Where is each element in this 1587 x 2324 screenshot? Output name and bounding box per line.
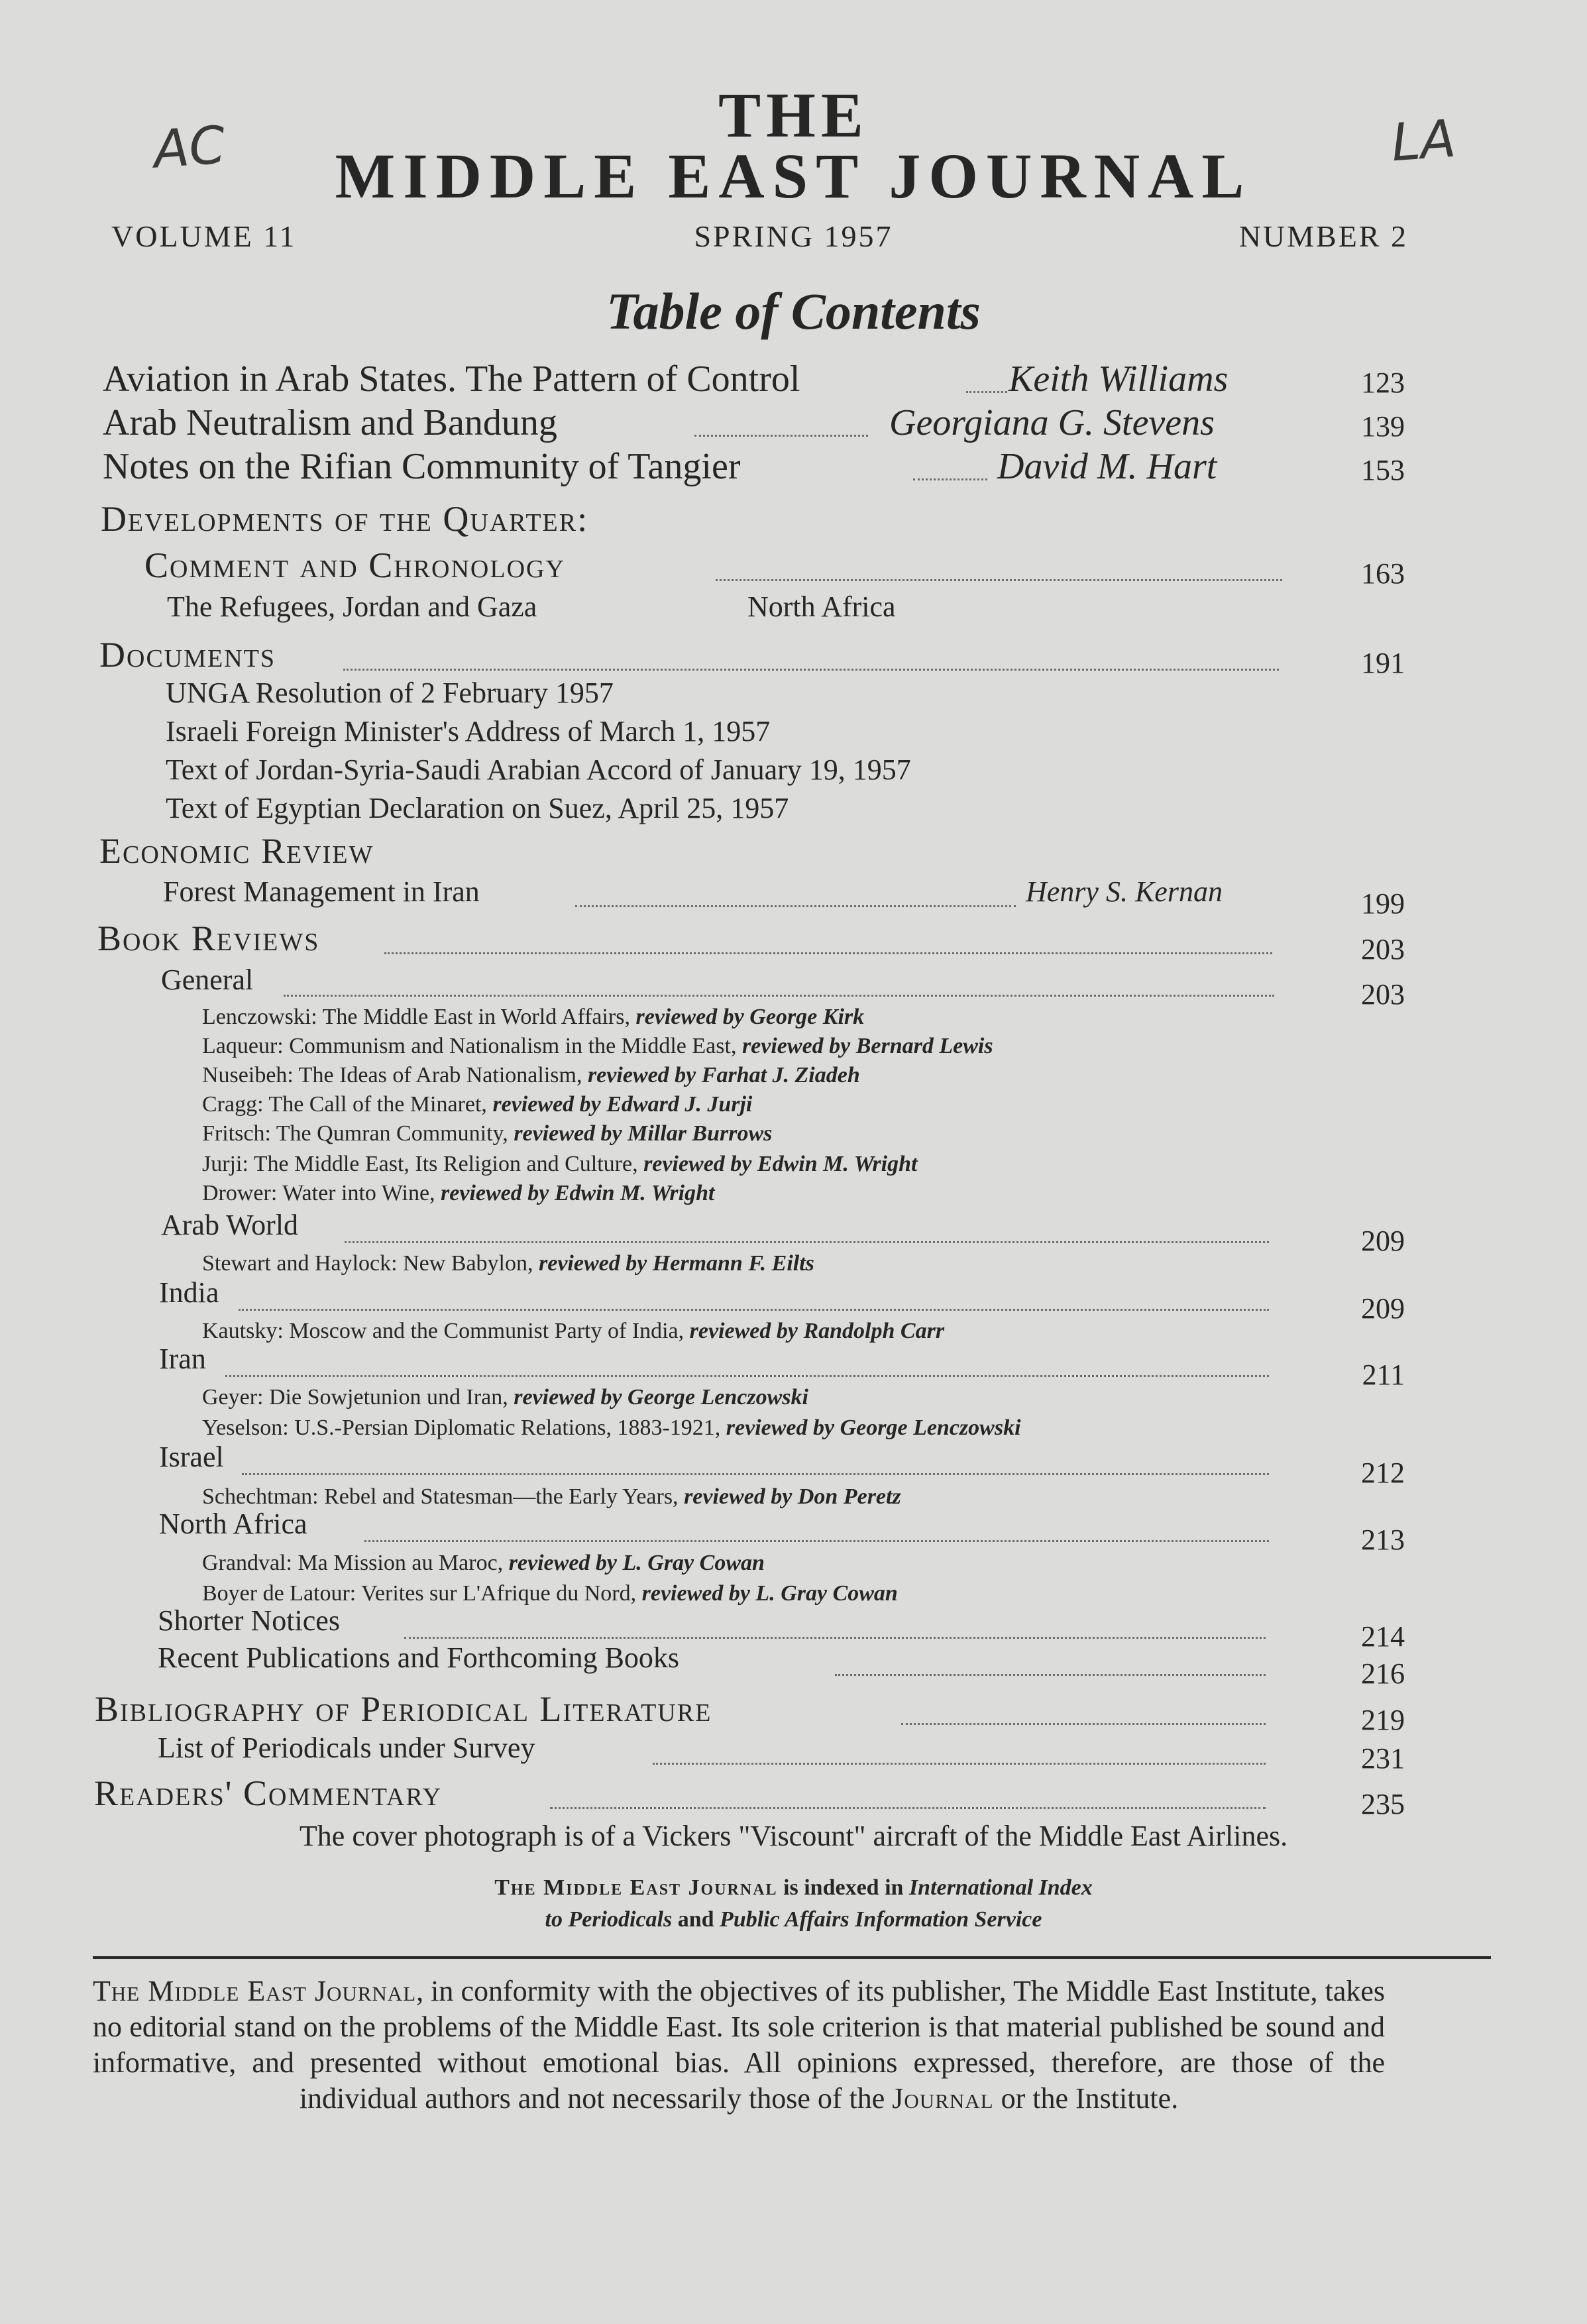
article-author: David M. Hart (997, 446, 1217, 487)
page-number: 163 (1361, 557, 1405, 590)
dot-leader (575, 905, 1016, 907)
toc-title: Table of Contents (606, 282, 981, 340)
cover-photo-note: The cover photograph is of a Vickers "Viscount" aircraft of the Middle East Airlines. (299, 1820, 1288, 1852)
page-number: 153 (1361, 454, 1405, 486)
page-number: 209 (1361, 1225, 1405, 1257)
indexing-note-line-2: to Periodicals and Public Affairs Information Service (545, 1907, 1042, 1932)
category-label: Arab World (161, 1209, 299, 1241)
review-line: Stewart and Haylock: New Babylon, reviewed by Hermann F. Eilts (202, 1251, 814, 1276)
page-number: 199 (1361, 887, 1405, 920)
dot-leader (239, 1309, 1269, 1311)
book-reviews-north-africa (0, 1507, 1587, 1556)
category-label: General (161, 964, 254, 996)
number-label: NUMBER 2 (1238, 219, 1408, 253)
dot-leader (913, 478, 987, 480)
section-heading: Developments of the Quarter: (101, 499, 589, 539)
review-line: Drower: Water into Wine, reviewed by Edwin M. Wright (202, 1181, 715, 1205)
review-line: Lenczowski: The Middle East in World Affairs, reviewed by George Kirk (202, 1005, 865, 1029)
page-number: 191 (1361, 647, 1405, 679)
indexing-note-line-1: The Middle East Journal is indexed in International Index (494, 1875, 1093, 1900)
dot-leader (835, 1674, 1266, 1676)
book-reviews-arab-world (0, 1208, 1587, 1257)
section-heading: Bibliography of Periodical Literature (95, 1689, 712, 1729)
review-line: Kautsky: Moscow and the Communist Party of India, reviewed by Randolph Carr (202, 1319, 945, 1343)
section-heading: Readers' Commentary (94, 1773, 443, 1813)
dot-leader (901, 1723, 1266, 1725)
book-reviews-general (0, 963, 1587, 1011)
masthead-the: THE (718, 80, 869, 150)
article-title: Forest Management in Iran (163, 875, 480, 908)
document-item (0, 753, 1587, 794)
article-author: Keith Williams (1009, 359, 1229, 400)
section-economic-review (0, 830, 1587, 871)
review-line: Cragg: The Call of the Minaret, reviewed by Edward J. Jurji (202, 1092, 753, 1117)
book-reviews-recent-publications (0, 1641, 1587, 1690)
section-heading: Documents (99, 635, 276, 675)
review-line: Laqueur: Communism and Nationalism in the Middle East, reviewed by Bernard Lewis (202, 1034, 993, 1058)
category-label: Israel (159, 1441, 224, 1473)
editorial-disclaimer: The Middle East Journal, in conformity with the objectives of its publisher, The Middle East Institute, takes no editorial stand on the problems of the Middle East. Its sole criterion is that material published be sound and informative, and presented without emotional bias. All opinions expressed, therefore, are those of the individual authors and not necessarily those of the Journal or the Institute. (93, 1975, 1385, 2115)
bibliography-sub (0, 1731, 1587, 1775)
toc-article-3 (0, 445, 1587, 486)
category-label: India (159, 1276, 219, 1309)
category-label: Recent Publications and Forthcoming Books (158, 1641, 680, 1674)
article-author: Georgiana G. Stevens (889, 402, 1215, 443)
issue-season: SPRING 1957 (694, 219, 893, 253)
economic-review-item (0, 875, 1587, 920)
dot-leader (343, 669, 1279, 671)
dot-leader (404, 1637, 1266, 1639)
page-number: 203 (1361, 933, 1405, 966)
dot-leader (225, 1375, 1269, 1377)
page-number: 211 (1362, 1358, 1405, 1391)
section-bibliography (0, 1688, 1587, 1736)
book-reviews-india (0, 1276, 1587, 1325)
dot-leader (653, 1763, 1266, 1765)
toc-article-2 (0, 402, 1587, 443)
page-number: 139 (1361, 410, 1405, 443)
category-label: North Africa (159, 1508, 307, 1540)
review-line: Grandval: Ma Mission au Maroc, reviewed by L. Gray Cowan (202, 1551, 765, 1575)
dot-leader (364, 1540, 1269, 1542)
volume-label: VOLUME 11 (111, 219, 297, 253)
dot-leader (716, 579, 1282, 581)
subsection-heading: Comment and Chronology (144, 545, 565, 585)
book-reviews-iran (0, 1342, 1587, 1391)
document-item (0, 676, 1587, 717)
review-line: Yeselson: U.S.-Persian Diplomatic Relations, 1883-1921, reviewed by George Lenczowski (202, 1415, 1021, 1440)
page-number: 216 (1361, 1657, 1405, 1690)
dot-leader (284, 995, 1274, 997)
subsection-comment-chronology (0, 545, 1587, 590)
page-number: 203 (1361, 978, 1405, 1011)
review-line: Geyer: Die Sowjetunion und Iran, reviewed by George Lenczowski (202, 1385, 808, 1410)
topic-item: The Refugees, Jordan and Gaza (167, 590, 537, 623)
page-number: 123 (1361, 366, 1405, 399)
page-number: 235 (1361, 1788, 1405, 1820)
document-item (0, 714, 1587, 755)
page-number: 231 (1361, 1742, 1405, 1775)
review-line: Boyer de Latour: Verites sur L'Afrique du Nord, reviewed by L. Gray Cowan (202, 1581, 898, 1606)
section-heading: Economic Review (99, 831, 374, 871)
article-title: Arab Neutralism and Bandung (103, 402, 557, 443)
divider-rule (93, 1956, 1491, 1959)
book-reviews-israel (0, 1440, 1587, 1489)
page-number: 212 (1361, 1457, 1405, 1489)
section-documents (0, 634, 1587, 679)
handwritten-annotation-right: LA (1389, 109, 1458, 174)
dot-leader (345, 1241, 1269, 1243)
developments-topics (0, 590, 1587, 631)
section-heading: Book Reviews (97, 918, 320, 958)
article-title: Notes on the Rifian Community of Tangier (103, 446, 741, 487)
document-title: Text of Egyptian Declaration on Suez, April 25, 1957 (166, 792, 789, 824)
review-line: Nuseibeh: The Ideas of Arab Nationalism, reviewed by Farhat J. Ziadeh (202, 1063, 860, 1087)
dot-leader (384, 952, 1272, 954)
review-line: Fritsch: The Qumran Community, reviewed by Millar Burrows (202, 1121, 773, 1146)
dot-leader (966, 391, 1007, 393)
toc-article-1 (0, 358, 1587, 399)
article-title: Aviation in Arab States. The Pattern of Control (103, 359, 800, 400)
document-item (0, 791, 1587, 832)
handwritten-annotation-left: AC (151, 115, 227, 180)
review-line: Schechtman: Rebel and Statesman—the Early Years, reviewed by Don Peretz (202, 1484, 901, 1509)
document-title: UNGA Resolution of 2 February 1957 (166, 677, 614, 709)
topic-item: North Africa (747, 590, 896, 623)
document-title: Text of Jordan-Syria-Saudi Arabian Accord of January 19, 1957 (166, 753, 911, 786)
page-number: 213 (1361, 1523, 1405, 1556)
subsection-label: List of Periodicals under Survey (158, 1732, 535, 1764)
section-developments (0, 498, 1587, 539)
dot-leader (242, 1473, 1269, 1475)
article-author: Henry S. Kernan (1026, 875, 1223, 908)
section-book-reviews (0, 918, 1587, 966)
page-number: 209 (1361, 1292, 1405, 1325)
category-label: Iran (159, 1343, 206, 1375)
dot-leader (694, 435, 868, 437)
dot-leader (550, 1807, 1266, 1809)
review-line: Jurji: The Middle East, Its Religion and Culture, reviewed by Edwin M. Wright (202, 1152, 918, 1176)
page-number: 214 (1361, 1620, 1405, 1653)
section-readers-commentary (0, 1773, 1587, 1820)
page-number: 219 (1361, 1704, 1405, 1736)
book-reviews-shorter-notices (0, 1604, 1587, 1653)
category-label: Shorter Notices (158, 1604, 340, 1637)
document-title: Israeli Foreign Minister's Address of March 1, 1957 (166, 715, 771, 747)
masthead-title: MIDDLE EAST JOURNAL (335, 140, 1252, 211)
